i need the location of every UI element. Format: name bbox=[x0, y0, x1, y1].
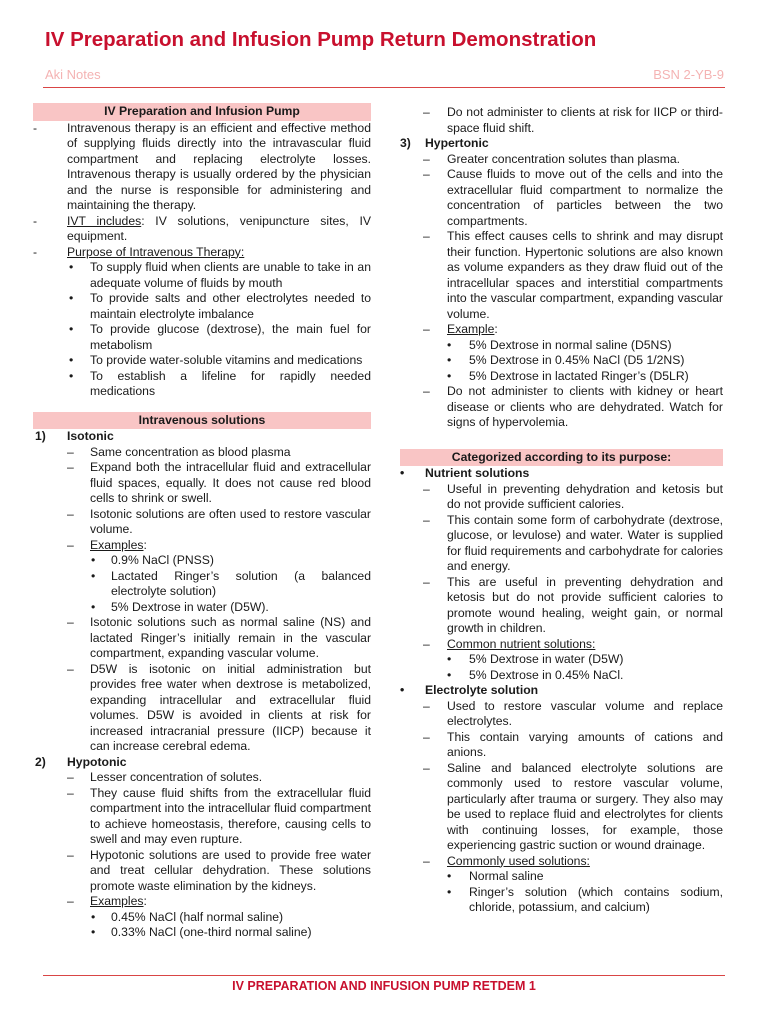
bullet-icon: • bbox=[91, 599, 96, 614]
bullet-icon: • bbox=[69, 353, 74, 367]
isotonic-examples-label: – Examples: bbox=[67, 537, 147, 552]
list-item: – Do not administer to clients at risk for IICP or third-space fluid shift. bbox=[423, 105, 723, 135]
list-item: • 0.33% NaCl (one-third normal saline) bbox=[91, 925, 312, 939]
list-item: • 5% Dextrose in lactated Ringer’s (D5LR) bbox=[447, 368, 689, 383]
page-footer: IV PREPARATION AND INFUSION PUMP RETDEM 1 bbox=[232, 979, 536, 993]
dash-marker: – bbox=[423, 853, 430, 868]
list-item: – Hypotonic solutions are used to provide free water and treat cellular dehydration. These solutions promote waste elimination by the kidneys. bbox=[67, 847, 371, 893]
hypertonic-heading: 3) Hypertonic bbox=[400, 136, 489, 150]
list-item: – Useful in preventing dehydration and ketosis but do not provide sufficient calories. bbox=[423, 481, 723, 511]
dash-marker: – bbox=[423, 636, 430, 651]
dash-marker: – bbox=[423, 384, 430, 398]
purpose-heading: - Purpose of Intravenous Therapy: bbox=[33, 244, 245, 259]
list-item: • 5% Dextrose in 0.45% NaCl. bbox=[447, 667, 624, 682]
bullet-icon: • bbox=[69, 322, 74, 336]
list-item: • 5% Dextrose in 0.45% NaCl (D5 1/2NS) bbox=[447, 353, 685, 367]
list-item: – Cause fluids to move out of the cells and into the extracellular fluid compartment to normalize the concentration of particles between the two compartments. bbox=[423, 167, 723, 228]
bullet-icon: • bbox=[91, 925, 96, 939]
bullet-icon: • bbox=[91, 909, 96, 924]
dash-marker: - bbox=[33, 213, 38, 228]
list-item: • Ringer’s solution (which contains sodium, chloride, potassium, and calcium) bbox=[447, 884, 723, 914]
bullet-icon: • bbox=[91, 553, 96, 567]
dash-marker: – bbox=[67, 537, 74, 552]
list-item: – D5W is isotonic on initial administration but provides free water when dextrose is metabolized, expanding intracellular and extracellular fluid volumes. D5W is avoided in clients at risk for increased intracranial pressure (IICP) because it can increase cerebral edema. bbox=[67, 661, 371, 753]
list-item: – Expand both the intracellular fluid and extracellular fluid spaces, equally. It does not cause red blood cells to shrink or swell. bbox=[67, 460, 371, 505]
bullet-icon: • bbox=[69, 260, 74, 274]
list-item: – This contain some form of carbohydrate (dextrose, glucose, or levulose) and water. Water is supplied for fluid requirements and carbohydrate for calories and energy. bbox=[423, 512, 723, 573]
list-item: • Normal saline bbox=[447, 869, 544, 883]
dash-marker: – bbox=[423, 698, 430, 713]
list-item: – This contain varying amounts of cations and anions. bbox=[423, 729, 723, 759]
list-item: • Lactated Ringer’s solution (a balanced electrolyte solution) bbox=[91, 568, 371, 598]
bullet-icon: • bbox=[447, 884, 452, 899]
list-item: – This effect causes cells to shrink and may disrupt their function. Hypertonic solutions are also known as volume expanders as they draw fluid out of the intracellular spaces and interstitial compartments into the vascular compartment, expanding vascular volume. bbox=[423, 229, 723, 321]
list-item: • To supply fluid when clients are unable to take in an adequate volume of fluids by mouth bbox=[69, 260, 371, 290]
dash-marker: – bbox=[67, 506, 74, 521]
bullet-icon: • bbox=[400, 466, 405, 480]
bullet-icon: • bbox=[91, 568, 96, 583]
bullet-icon: • bbox=[447, 337, 452, 352]
list-item: • To provide water-soluble vitamins and medications bbox=[69, 353, 363, 367]
dash-marker: - bbox=[33, 244, 38, 259]
dash-marker: – bbox=[423, 105, 430, 119]
hypotonic-examples-label: – Examples: bbox=[67, 894, 147, 908]
page-title: IV Preparation and Infusion Pump Return Demonstration bbox=[45, 28, 597, 51]
bullet-icon: • bbox=[69, 291, 74, 305]
dash-marker: – bbox=[423, 322, 430, 336]
intro-paragraph: - Intravenous therapy is an efficient and effective method of supplying fluids directly into the intravascular fluid compartment and replacing electrolyte losses. Intravenous therapy is usually ordered by the physician and the nurse is responsible for administering and maintaining the therapy. bbox=[33, 120, 371, 212]
bullet-icon: • bbox=[400, 683, 405, 697]
section-banner-categorized: Categorized according to its purpose: bbox=[400, 449, 723, 467]
dash-marker: – bbox=[423, 229, 430, 243]
list-item: – This are useful in preventing dehydration and ketosis but do not provide sufficient calories to promote wound healing, weight gain, or normal growth in children. bbox=[423, 574, 723, 635]
section-banner-iv-solutions: Intravenous solutions bbox=[33, 412, 371, 430]
list-item: • To provide glucose (dextrose), the main fuel for metabolism bbox=[69, 322, 371, 352]
list-item: • 0.9% NaCl (PNSS) bbox=[91, 553, 214, 567]
list-item: – Used to restore vascular volume and replace electrolytes. bbox=[423, 698, 723, 728]
list-item: – Do not administer to clients with kidney or heart disease or clients who are dehydrated. Watch for signs of hypervolemia. bbox=[423, 384, 723, 429]
header-section: BSN 2-YB-9 bbox=[653, 67, 724, 82]
list-item: – Isotonic solutions such as normal saline (NS) and lactated Ringer’s initially remain in the vascular compartment, expanding vascular volume. bbox=[67, 615, 371, 660]
list-item: • 5% Dextrose in water (D5W) bbox=[447, 652, 624, 666]
dash-marker: - bbox=[33, 120, 38, 135]
list-item: • 5% Dextrose in normal saline (D5NS) bbox=[447, 337, 672, 352]
list-item: – Same concentration as blood plasma bbox=[67, 444, 291, 459]
dash-marker: – bbox=[423, 512, 430, 527]
bullet-icon: • bbox=[69, 368, 74, 383]
list-item: – They cause fluid shifts from the extracellular fluid compartment into the intracellular fluid compartment to achieve homeostasis, therefore, causing cells to swell and may even rupture. bbox=[67, 785, 371, 846]
bullet-icon: • bbox=[447, 368, 452, 383]
list-item: – Lesser concentration of solutes. bbox=[67, 770, 263, 784]
dash-marker: – bbox=[67, 894, 74, 908]
dash-marker: – bbox=[67, 847, 74, 862]
section-banner-iv-prep: IV Preparation and Infusion Pump bbox=[33, 103, 371, 121]
dash-marker: – bbox=[67, 661, 74, 676]
dash-marker: – bbox=[423, 729, 430, 744]
list-item: • To provide salts and other electrolytes needed to maintain electrolyte imbalance bbox=[69, 291, 371, 321]
dash-marker: – bbox=[67, 615, 74, 629]
list-item: – Saline and balanced electrolyte solutions are commonly used to restore vascular volume, particularly after trauma or surgery. They also may be used to replace fluid and electrolytes for clients with continuing losses, for example, those experiencing gastric suction or wound drainage. bbox=[423, 760, 723, 852]
bullet-icon: • bbox=[447, 667, 452, 682]
right-column bbox=[400, 105, 723, 916]
ivt-includes bbox=[33, 214, 371, 245]
nutrient-common-label: – Common nutrient solutions: bbox=[423, 636, 596, 651]
bullet-icon: • bbox=[447, 652, 452, 666]
left-column bbox=[33, 103, 371, 941]
electrolyte-heading: • Electrolyte solution bbox=[400, 683, 539, 697]
bullet-icon: • bbox=[447, 353, 452, 367]
isotonic-heading: 1) Isotonic bbox=[35, 429, 114, 443]
bullet-icon: • bbox=[447, 869, 452, 883]
ivt-includes-label: IVT includes bbox=[67, 213, 142, 228]
hypotonic-heading: 2) Hypotonic bbox=[35, 754, 127, 769]
dash-marker: – bbox=[67, 770, 74, 784]
header-divider bbox=[43, 87, 725, 88]
list-item: • 0.45% NaCl (half normal saline) bbox=[91, 909, 284, 924]
hypertonic-example-label: – Example: bbox=[423, 322, 498, 336]
list-item: – Isotonic solutions are often used to restore vascular volume. bbox=[67, 506, 371, 536]
nutrient-heading: • Nutrient solutions bbox=[400, 466, 530, 480]
dash-marker: – bbox=[67, 460, 74, 474]
dash-marker: – bbox=[67, 785, 74, 800]
footer-divider bbox=[43, 975, 725, 976]
dash-marker: – bbox=[423, 574, 430, 589]
dash-marker: – bbox=[423, 167, 430, 181]
list-item: – Greater concentration solutes than plasma. bbox=[423, 151, 681, 166]
electrolyte-common-label: – Commonly used solutions: bbox=[423, 853, 590, 868]
dash-marker: – bbox=[67, 444, 74, 459]
ivt-includes-text: : IV solutions, venipuncture sites, IV equipment. bbox=[67, 213, 371, 243]
dash-marker: – bbox=[423, 151, 430, 166]
list-item: • 5% Dextrose in water (D5W). bbox=[91, 599, 269, 614]
header-author: Aki Notes bbox=[45, 67, 101, 82]
list-item: • To establish a lifeline for rapidly needed medications bbox=[69, 368, 371, 398]
dash-marker: – bbox=[423, 760, 430, 775]
dash-marker: – bbox=[423, 481, 430, 496]
